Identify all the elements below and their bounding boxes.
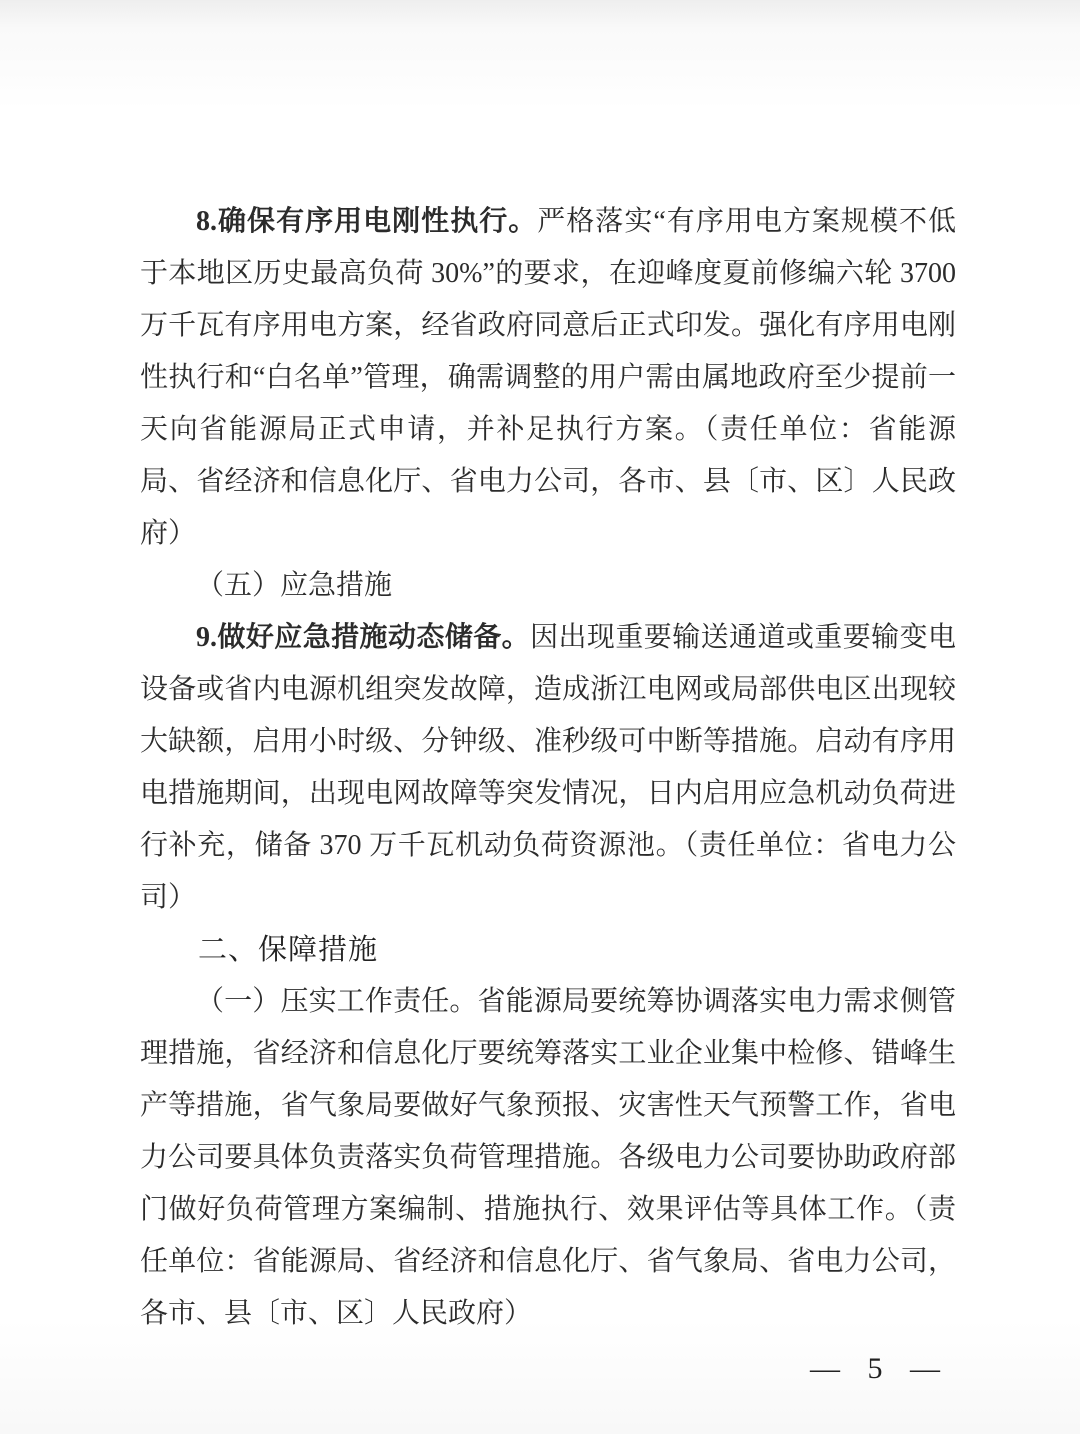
page-number: — 5 —	[810, 1352, 942, 1385]
paragraph-text: 严格落实“有序用电方案规模不低于本地区历史最高负荷 30%”的要求，在迎峰度夏前修编六轮 3700 万千瓦有序用电方案，经省政府同意后正式印发。强化有序用电刚性执行和“白名单”管理，确需调整的用户需由属地政府至少提前一天向省能源局正式申请，并补足执行方案。（责任单位：省能源局、省经济和信息化厅、省电力公司，各市、县〔市、区〕人民政府）	[140, 206, 956, 549]
paragraph	[140, 560, 956, 612]
paragraph-text: （五）应急措施	[196, 570, 393, 601]
document-body	[140, 196, 956, 1340]
paragraph-text: （一）压实工作责任。省能源局要统筹协调落实电力需求侧管理措施，省经济和信息化厅要统筹落实工业企业集中检修、错峰生产等措施，省气象局要做好气象预报、灾害性天气预警工作，省电力公司要具体负责落实负荷管理措施。各级电力公司要协助政府部门做好负荷管理方案编制、措施执行、效果评估等具体工作。（责任单位：省能源局、省经济和信息化厅、省气象局、省电力公司，各市、县〔市、区〕人民政府）	[140, 986, 956, 1329]
paragraph	[140, 612, 956, 924]
item-lead-text: 8.确保有序用电刚性执行。	[196, 206, 538, 237]
paragraph-text: 二、保障措施	[198, 934, 379, 966]
paragraph	[140, 196, 956, 560]
item-lead-text: 9.做好应急措施动态储备。	[196, 622, 531, 653]
section-heading	[140, 924, 956, 976]
paragraph-text: 因出现重要输送通道或重要输变电设备或省内电源机组突发故障，造成浙江电网或局部供电区出现较大缺额，启用小时级、分钟级、准秒级可中断等措施。启动有序用电措施期间，出现电网故障等突发情况，日内启用应急机动负荷进行补充，储备 370 万千瓦机动负荷资源池。（责任单位：省电力公司）	[140, 622, 956, 913]
paragraph	[140, 976, 956, 1340]
